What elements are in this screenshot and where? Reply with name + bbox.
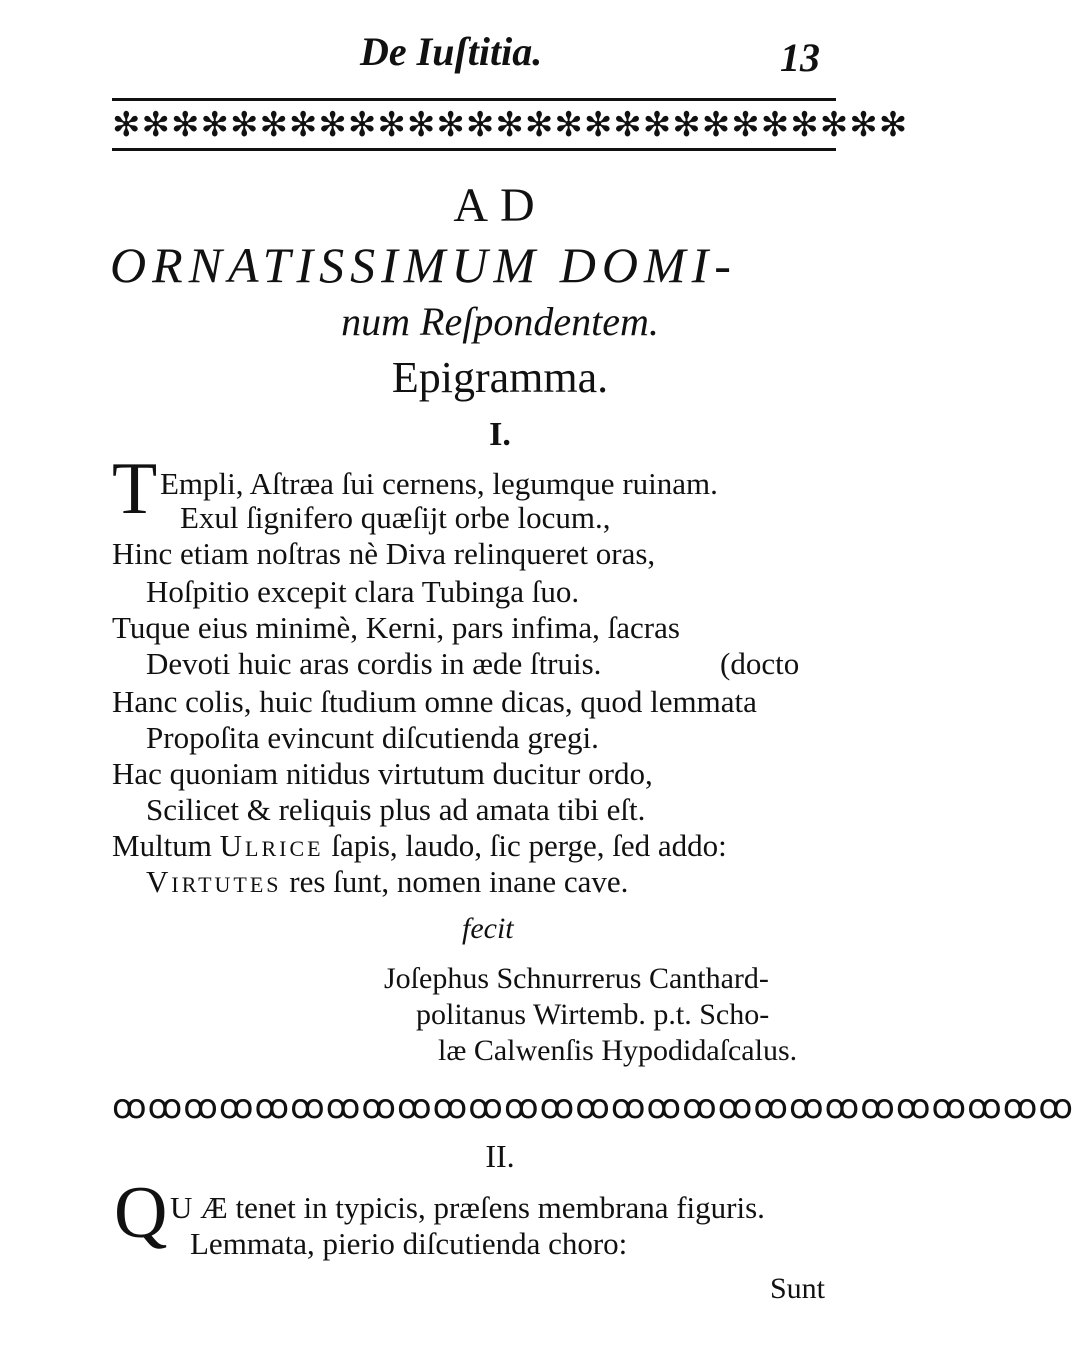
verse-word: res ſunt, nomen inane cave.	[289, 864, 629, 899]
author-line: Joſephus Schnurrerus Canthard-	[384, 962, 769, 995]
verse-line: Lemmata, pierio diſcutienda choro:	[190, 1226, 628, 1261]
verse-line: Devoti huic aras cordis in æde ſtruis.	[146, 646, 602, 681]
verse-line: Tuque eius minimè, Kerni, pars infima, ſacras	[112, 610, 680, 645]
verse-line: Hoſpitio excepit clara Tubinga ſuo.	[146, 574, 580, 609]
heading-dedication: ORNATISSIMUM DOMI-	[110, 237, 737, 293]
running-title: De Iuſtitia.	[360, 29, 543, 74]
heading-genre: Epigramma.	[391, 353, 609, 402]
turnover-word: (docto	[720, 646, 800, 681]
top-rule-lower	[112, 148, 836, 151]
middle-ornament-band: ꝏꝏꝏꝏꝏꝏꝏꝏꝏꝏꝏꝏꝏꝏꝏꝏꝏꝏꝏꝏꝏꝏꝏꝏꝏꝏꝏ	[112, 1087, 1074, 1127]
verse-word: ſapis, laudo, ſic perge, ſed addo:	[331, 828, 727, 863]
verse-line: Scilicet & reliquis plus ad amata tibi eſt.	[146, 792, 646, 827]
verse-word: Multum	[112, 828, 212, 863]
verse-line	[112, 828, 727, 864]
verse-line: U Æ tenet in typicis, præſens membrana figuris.	[170, 1190, 765, 1225]
author-line: politanus Wirtemb. p.t. Scho-	[416, 998, 770, 1031]
author-line: læ Calwenſis Hypodidaſcalus.	[438, 1034, 798, 1067]
poem-number-1: I.	[489, 416, 511, 453]
heading-ad: AD	[453, 179, 547, 232]
verse-line: Hinc etiam noſtras nè Diva relinqueret oras,	[112, 536, 656, 571]
name-ulrice: Ulrice	[219, 828, 324, 863]
drop-cap-t: T	[112, 448, 158, 530]
top-ornament-band: ✻✻✻✻✻✻✻✻✻✻✻✻✻✻✻✻✻✻✻✻✻✻✻✻✻✻✻	[112, 105, 909, 145]
poem-number-2: II.	[485, 1138, 515, 1174]
heading-dedication-continued: num Reſpondentem.	[341, 299, 659, 344]
verse-line: Exul ſignifero quæſijt orbe locum.,	[180, 500, 611, 535]
catchword: Sunt	[770, 1272, 826, 1305]
verse-line: Hac quoniam nitidus virtutum ducitur ordo,	[112, 756, 653, 791]
verse-line: Propoſita evincunt diſcutienda gregi.	[146, 720, 599, 755]
page-number: 13	[780, 35, 820, 80]
verse-line: Hanc colis, huic ſtudium omne dicas, quod lemmata	[112, 684, 757, 719]
fecit-label: fecit	[462, 912, 514, 945]
word-virtutes: Virtutes	[146, 864, 282, 899]
drop-cap-q: Q	[114, 1172, 168, 1254]
verse-line	[146, 864, 628, 900]
top-rule-upper	[112, 98, 836, 101]
verse-line: Empli, Aſtræa ſui cernens, legumque ruinam.	[160, 466, 718, 501]
